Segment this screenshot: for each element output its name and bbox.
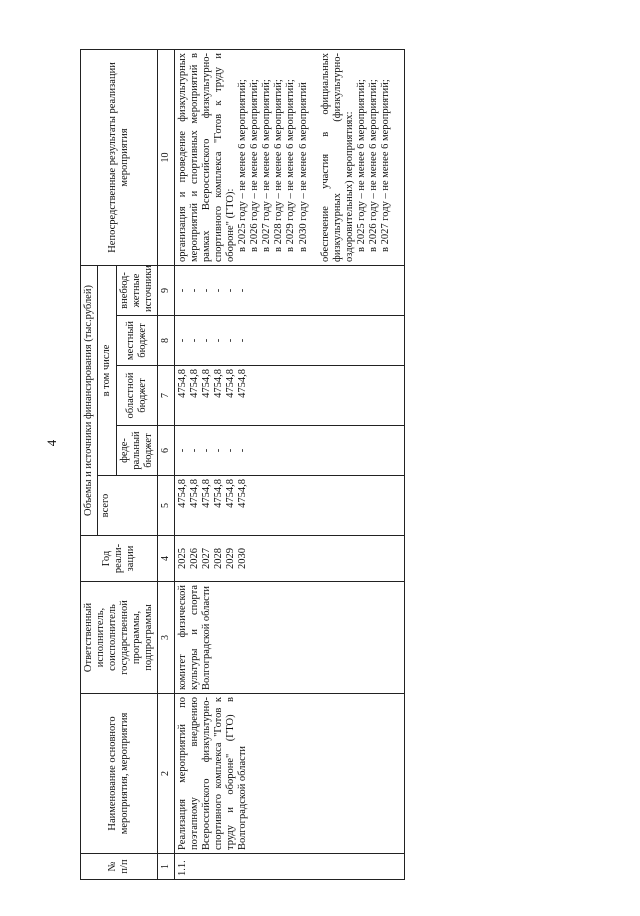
regional-cell: 4754,8 [201, 369, 212, 398]
year-cell: 2029 [225, 548, 237, 569]
header-total: всего [98, 476, 158, 536]
result-line: в 2026 году – не менее 6 мероприятий; [367, 79, 379, 252]
col-number: 7 [158, 366, 175, 426]
col-number: 5 [158, 476, 175, 536]
header-federal: феде-ральный бюджет [117, 426, 158, 476]
local-cell: - [225, 338, 237, 343]
regional-cell: 4754,8 [176, 369, 188, 398]
extra-cell: - [237, 288, 249, 293]
total-cell: 4754,8 [237, 479, 249, 508]
result-line: в 2025 году – не менее 6 мероприятий; [355, 79, 367, 252]
extra-cell: - [201, 288, 212, 293]
row-executor: комитет физической культуры и спорта Волгоградской области [174, 582, 404, 694]
local-cell: - [237, 338, 249, 343]
year-cell: 2026 [188, 548, 200, 569]
result-line: в 2030 году – не менее 6 мероприятий [297, 82, 309, 252]
header-num: № п/п [81, 854, 158, 880]
col-number: 4 [158, 536, 175, 582]
regional-cell: 4754,8 [225, 369, 237, 398]
header-name: Наименование основного мероприятия, мероприятия [81, 694, 158, 854]
result-block-1 [177, 53, 310, 262]
program-table [80, 49, 405, 880]
local-cell: - [213, 338, 225, 343]
col-number: 6 [158, 426, 175, 476]
header-incl: в том числе [98, 265, 117, 475]
header-results: Непосредственные результаты реализации мероприятия [81, 49, 158, 265]
page-number: 4 [44, 439, 59, 447]
header-row-1 [81, 49, 98, 879]
total-cell: 4754,8 [213, 479, 225, 508]
extra-cell: - [188, 288, 200, 293]
federal-cell: - [213, 448, 225, 453]
result-intro: обеспечение участия в официальных физкультурных (физкультурно-оздоровительных) мероприятиях: [319, 52, 355, 262]
col-number: 3 [158, 582, 175, 694]
col-number: 8 [158, 316, 175, 366]
row-number: 1.1. [174, 854, 404, 880]
result-line: в 2029 году – не менее 6 мероприятий; [285, 79, 297, 252]
column-number-row [158, 49, 175, 879]
col-number: 10 [158, 49, 175, 265]
extra-cell: - [213, 288, 225, 293]
row-name: Реализация мероприятий по поэтапному внедрению Всероссийского физкультурно-спортивного комплекса "Готов к труду и обороне" (ГТО) в Волгоградской области [174, 694, 404, 854]
header-extra: внебюд-жетные источники [117, 265, 158, 315]
col-number: 2 [158, 694, 175, 854]
result-intro: организация и проведение физкультурных мероприятий и спортивных мероприятий в рамках Всероссийского физкультурно-спортивного комплекса "Готов к труду и обороне" (ГТО): [176, 52, 237, 262]
row-regional [174, 366, 404, 426]
year-cell: 2027 [201, 548, 212, 569]
year-cell: 2025 [176, 548, 188, 569]
total-cell: 4754,8 [225, 479, 237, 508]
result-line: в 2027 году – не менее 6 мероприятий; [261, 79, 273, 252]
federal-cell: - [225, 448, 237, 453]
result-line: в 2027 году – не менее 6 мероприятий; [379, 79, 391, 252]
extra-cell: - [225, 288, 237, 293]
local-cell: - [188, 338, 200, 343]
total-cell: 4754,8 [188, 479, 200, 508]
extra-cell: - [176, 288, 188, 293]
federal-cell: - [201, 448, 212, 453]
result-block-2 [320, 53, 392, 262]
local-cell: - [201, 338, 212, 343]
regional-cell: 4754,8 [237, 369, 249, 398]
header-year: Год реали-зации [81, 536, 158, 582]
row-extra [174, 265, 404, 315]
result-line: в 2026 году – не менее 6 мероприятий; [249, 79, 261, 252]
row-local [174, 316, 404, 366]
header-executor: Ответственный исполнитель, соисполнитель государственной программы, подпрограммы [81, 582, 158, 694]
header-funding-group: Объемы и источники финансирования (тыс.рублей) [81, 265, 98, 535]
local-cell: - [176, 338, 188, 343]
result-line: в 2028 году – не менее 6 мероприятий; [273, 79, 285, 252]
row-federal [174, 426, 404, 476]
total-cell: 4754,8 [176, 479, 188, 508]
document-sheet [80, 50, 600, 880]
row-years [174, 536, 404, 582]
federal-cell: - [176, 448, 188, 453]
regional-cell: 4754,8 [213, 369, 225, 398]
col-number: 1 [158, 854, 175, 880]
row-results [174, 49, 404, 265]
table-row [174, 49, 404, 879]
year-cell: 2030 [237, 548, 249, 569]
header-regional: областной бюджет [117, 366, 158, 426]
regional-cell: 4754,8 [188, 369, 200, 398]
federal-cell: - [188, 448, 200, 453]
header-local: местный бюджет [117, 316, 158, 366]
row-total [174, 476, 404, 536]
federal-cell: - [237, 448, 249, 453]
year-cell: 2028 [213, 548, 225, 569]
col-number: 9 [158, 265, 175, 315]
result-line: в 2025 году – не менее 6 мероприятий; [237, 79, 249, 252]
total-cell: 4754,8 [201, 479, 212, 508]
